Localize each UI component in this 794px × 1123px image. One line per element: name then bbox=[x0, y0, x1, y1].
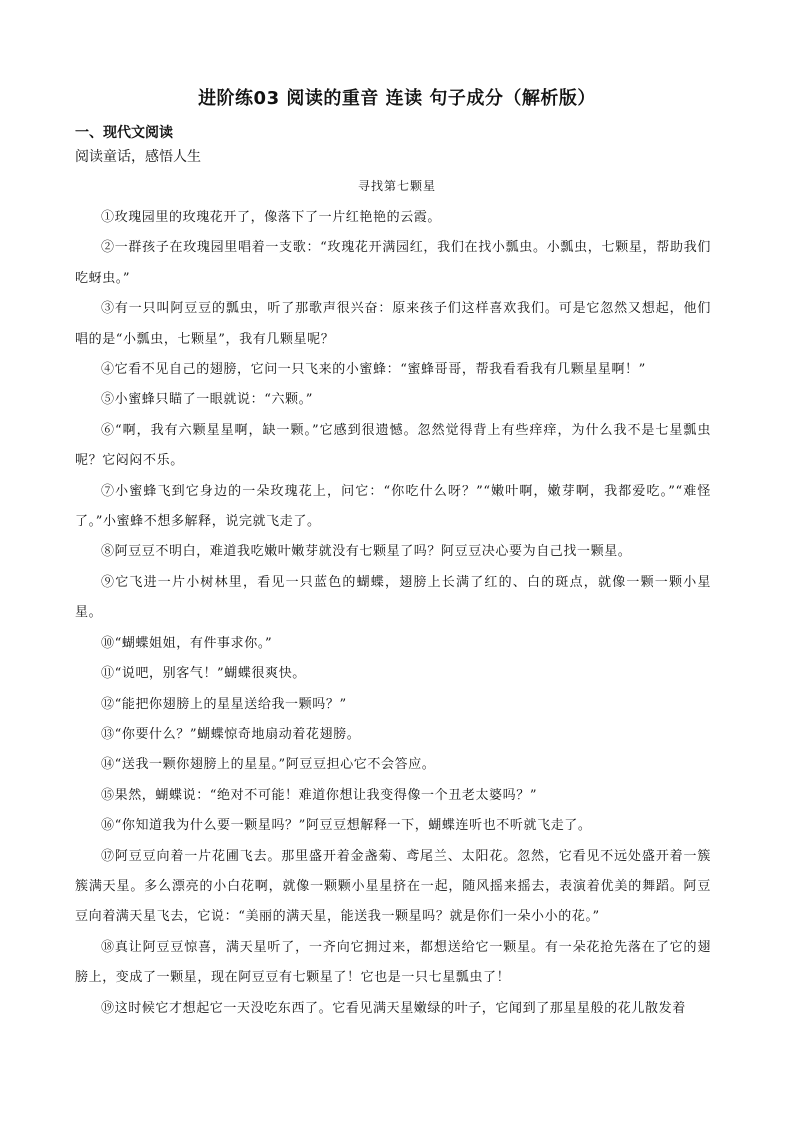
paragraph: ⑲这时候它才想起它一天没吃东西了。它看见满天星嫩绿的叶子，它闻到了那星星般的花儿散发着 bbox=[101, 1000, 686, 1016]
section-heading: 一、现代文阅读 bbox=[75, 125, 173, 141]
paragraph: ⑯“你知道我为什么要一颗星吗？”阿豆豆想解释一下，蝴蝶连听也不听就飞走了。 bbox=[101, 818, 592, 834]
paragraph: ①玫瑰园里的玫瑰花开了，像落下了一片红艳艳的云霞。 bbox=[101, 210, 442, 225]
paragraph: ⑦小蜜蜂飞到它身边的一朵玫瑰花上，问它：“你吃什么呀？”“嫩叶啊，嫩芽啊，我都爱吃。”“难怪了。”小蜜蜂不想多解释，说完就飞走了。 bbox=[75, 483, 711, 530]
paragraph: ⑥“啊，我有六颗星星啊，缺一颗。”它感到很遗憾。忽然觉得背上有些痒痒，为什么我不是七星瓢虫呢？它闷闷不乐。 bbox=[75, 422, 711, 469]
paragraph: ⑩“蝴蝶姐姐，有件事求你。” bbox=[101, 635, 273, 651]
page-title: 进阶练03 阅读的重音 连读 句子成分（解析版） bbox=[198, 88, 596, 109]
paragraph: ②一群孩子在玫瑰园里唱着一支歌：“玫瑰花开满园红，我们在找小瓢虫。小瓢虫，七颗星，帮助我们吃蚜虫。” bbox=[75, 240, 711, 286]
paragraph: ⑫“能把你翅膀上的星星送给我一颗吗？” bbox=[101, 696, 347, 712]
story-body bbox=[75, 203, 711, 1024]
paragraph: ⑧阿豆豆不明白，难道我吃嫩叶嫩芽就没有七颗星了吗？阿豆豆决心要为自己找一颗星。 bbox=[101, 544, 632, 560]
paragraph: ⑬“你要什么？”蝴蝶惊奇地扇动着花翅膀。 bbox=[101, 726, 361, 742]
paragraph: ⑭“送我一颗你翅膀上的星星。”阿豆豆担心它不会答应。 bbox=[101, 757, 436, 773]
story-title: 寻找第七颗星 bbox=[357, 179, 436, 193]
paragraph: ⑨它飞进一片小树林里，看见一只蓝色的蝴蝶，翅膀上长满了红的、白的斑点，就像一颗一颗小星星。 bbox=[75, 574, 711, 621]
paragraph: ③有一只叫阿豆豆的瓢虫，听了那歌声很兴奋：原来孩子们这样喜欢我们。可是它忽然又想起，他们唱的是“小瓢虫，七颗星”，我有几颗星呢？ bbox=[75, 301, 711, 347]
paragraph: ⑪“说吧，别客气！”蝴蝶很爽快。 bbox=[101, 666, 306, 682]
paragraph: ⑤小蜜蜂只瞄了一眼就说：“六颗。” bbox=[101, 392, 313, 408]
paragraph: ⑱真让阿豆豆惊喜，满天星听了，一齐向它拥过来，都想送给它一颗星。有一朵花抢先落在了它的翅膀上，变成了一颗星，现在阿豆豆有七颗星了！它也是一只七星瓢虫了！ bbox=[75, 939, 711, 986]
paragraph: ⑮果然，蝴蝶说：“绝对不可能！难道你想让我变得像一个丑老太婆吗？” bbox=[101, 787, 538, 803]
paragraph: ⑰阿豆豆向着一片花圃飞去。那里盛开着金盏菊、鸢尾兰、太阳花。忽然，它看见不远处盛开着一簇簇满天星。多么漂亮的小白花啊，就像一颗颗小星星挤在一起，随风摇来摇去，表演着优美的舞蹈。阿豆豆向着满天星飞去，它说：“美丽的满天星，能送我一颗星吗？就是你们一朵小小的花。” bbox=[75, 848, 711, 925]
paragraph: ④它看不见自己的翅膀，它问一只飞来的小蜜蜂：“蜜蜂哥哥，帮我看看我有几颗星星啊！” bbox=[101, 362, 646, 378]
reading-instruction: 阅读童话，感悟人生 bbox=[75, 149, 201, 165]
